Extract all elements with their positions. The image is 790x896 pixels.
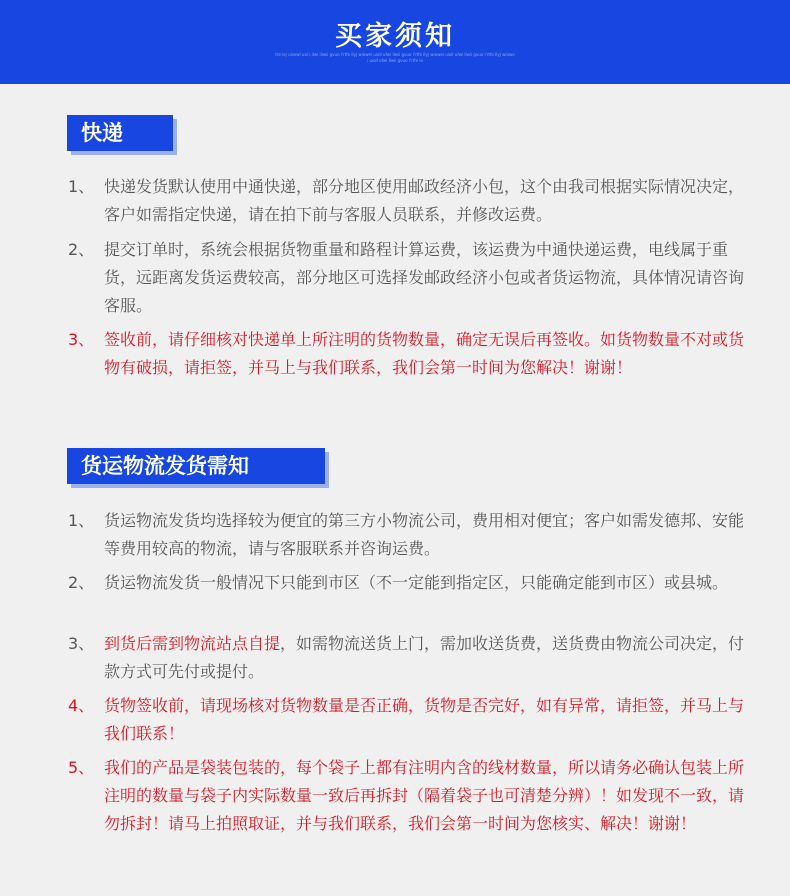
list-item-number: 2、 bbox=[68, 240, 95, 259]
list-item-text: 货运物流发货一般情况下只能到市区（不一定能到指定区，只能确定能到市区）或县城。 bbox=[104, 573, 729, 592]
list-item-number: 3、 bbox=[68, 330, 95, 349]
list-item-number: 3、 bbox=[68, 634, 95, 653]
list-item-number: 1、 bbox=[68, 511, 95, 530]
list-item-text: 提交订单时，系统会根据货物重量和路程计算运费，该运费为中通快递运费，电线属于重货，远距离发货运费较高，部分地区可选择发邮政经济小包或者货运物流，具体情况请咨询客服。 bbox=[104, 240, 745, 315]
list-item-text: 签收前，请仔细核对快递单上所注明的货物数量，确定无误后再签收。如货物数量不对或货物有破损，请拒签，并马上与我们联系，我们会第一时间为您解决！谢谢！ bbox=[104, 330, 745, 377]
list-item-text: 我们的产品是袋装包装的，每个袋子上都有注明内含的线材数量，所以请务必确认包装上所注明的数量与袋子内实际数量一致后再拆封（隔着袋子也可清楚分辨）！如发现不一致，请勿拆封！请马上拍照取证，并与我们联系，我们会第一时间为您核实、解决！谢谢！ bbox=[104, 758, 745, 833]
page-subtitle: tre lej uisewl uol i,ilwi iliwii gvuo l'rtfe Ilyj wiowei uioll ufwi Ilwii gvuo l'rtfe Ilyj wiowei uioll ufwi Ilwii gvuo l'rtfe Ilyj wiowei uioll ufwi Ilwii gvuo l'rtfe lo bbox=[275, 52, 515, 63]
list-item-text: 快递发货默认使用中通快递，部分地区使用邮政经济小包，这个由我司根据实际情况决定，客户如需指定快递，请在拍下前与客服人员联系，并修改运费。 bbox=[104, 177, 745, 224]
section-title-logistics: 货运物流发货需知 bbox=[67, 448, 325, 484]
header-banner bbox=[0, 0, 790, 84]
list-item-number: 1、 bbox=[68, 177, 95, 196]
list-item-highlight: 到货后需到物流站点自提 bbox=[104, 634, 281, 653]
list-item-text: 货物签收前，请现场核对货物数量是否正确，货物是否完好，如有异常，请拒签，并马上与我们联系！ bbox=[104, 696, 745, 743]
list-item-text bbox=[104, 630, 754, 686]
section-title-express: 快递 bbox=[67, 115, 173, 151]
list-item-text: 货运物流发货均选择较为便宜的第三方小物流公司，费用相对便宜；客户如需发德邦、安能等费用较高的物流，请与客服联系并咨询运费。 bbox=[104, 511, 745, 558]
page-title: 买家须知 bbox=[335, 21, 455, 52]
list-item-number: 2、 bbox=[68, 573, 95, 592]
list-item-rest: ，如需物流送货上门，需加收送货费，送货费由物流公司决定，付款方式可先付或提付。 bbox=[104, 634, 745, 681]
list-item-number: 5、 bbox=[68, 758, 95, 777]
list-item-number: 4、 bbox=[68, 696, 95, 715]
